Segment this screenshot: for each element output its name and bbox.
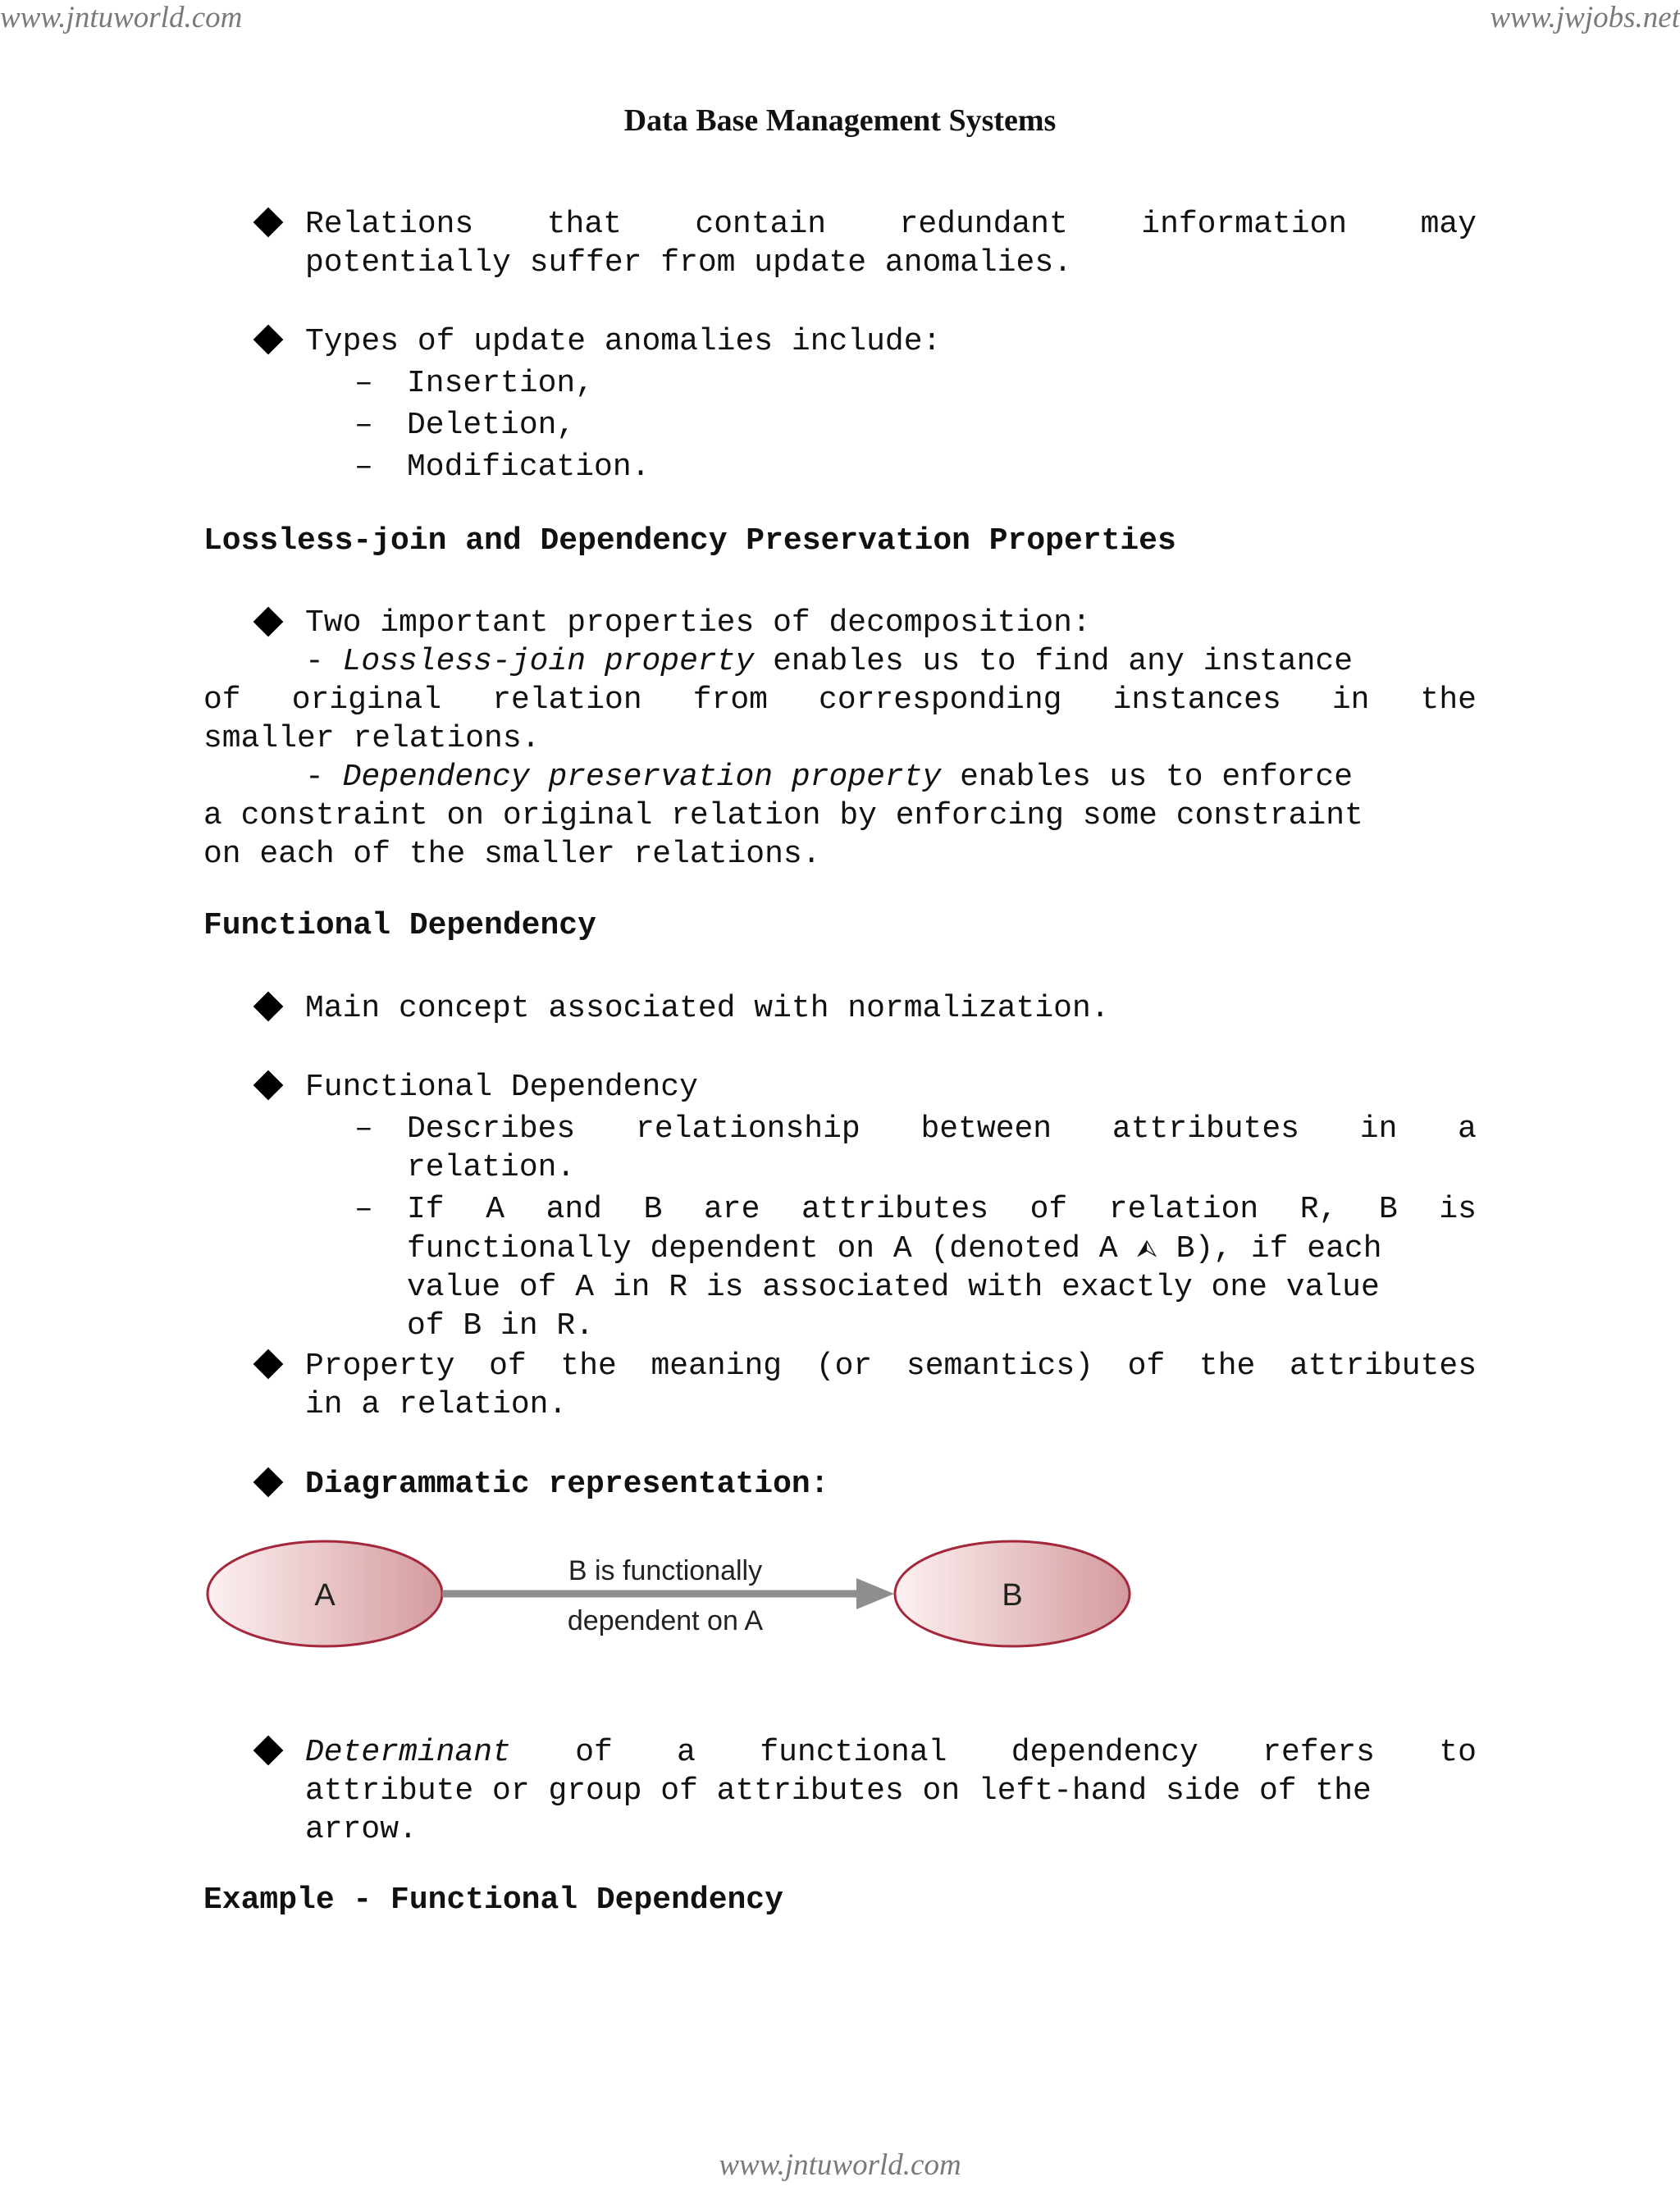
section-heading-lossless: Lossless-join and Dependency Preservation Properties: [203, 523, 1176, 559]
paragraph-redundancy-line2: potentially suffer from update anomalies.: [305, 245, 1072, 281]
node-a-label: A: [314, 1578, 336, 1613]
dash-icon: –: [354, 366, 373, 401]
anomaly-item-deletion: Deletion,: [407, 408, 576, 443]
main-concept-text: Main concept associated with normalization.: [305, 991, 1110, 1026]
arrow-label-bottom: dependent on A: [567, 1605, 764, 1636]
anomaly-item-modification: Modification.: [407, 450, 651, 485]
dash-icon: –: [354, 1192, 373, 1227]
bullet-diamond-icon: [253, 1736, 284, 1766]
dash-icon: –: [354, 1111, 373, 1147]
anomaly-item-insertion: Insertion,: [407, 366, 595, 401]
bullet-diamond-icon: [253, 1467, 284, 1498]
node-b-label: B: [1002, 1578, 1023, 1613]
bullet-diamond-icon: [253, 1070, 284, 1101]
definition-line2: functionally dependent on A (denoted A ⮙ B), if each: [407, 1231, 1382, 1266]
lossless-line1: - Lossless-join property enables us to find any instance: [305, 644, 1354, 679]
bullet-diamond-icon: [253, 992, 284, 1022]
dependency-preservation-line3: on each of the smaller relations.: [203, 837, 821, 872]
footer-url: www.jntuworld.com: [719, 2148, 961, 2182]
document-title: Data Base Management Systems: [623, 103, 1057, 138]
decomposition-lead: Two important properties of decomposition:: [305, 605, 1091, 641]
bullet-diamond-icon: [253, 325, 284, 355]
anomaly-types-lead: Types of update anomalies include:: [305, 324, 942, 359]
header-right-url: www.jwjobs.net: [1490, 1, 1680, 34]
bullet-diamond-icon: [253, 1349, 284, 1380]
section-heading-functional-dependency: Functional Dependency: [203, 908, 596, 943]
paragraph-redundancy-line1: Relations that contain redundant information may: [305, 207, 1477, 242]
header-left-url: www.jntuworld.com: [0, 1, 243, 34]
arrow-label-top: B is functionally: [568, 1555, 763, 1586]
definition-line1: If A and B are attributes of relation R, B is: [407, 1192, 1477, 1227]
bullet-diamond-icon: [253, 607, 284, 637]
property-line2: in a relation.: [305, 1387, 568, 1422]
bullet-diamond-icon: [253, 208, 284, 238]
dependency-preservation-line2: a constraint on original relation by enforcing some constraint: [203, 798, 1363, 833]
definition-line4: of B in R.: [407, 1308, 595, 1344]
lossless-line2: of original relation from corresponding instances in the: [203, 682, 1477, 718]
describes-line2: relation.: [407, 1150, 576, 1185]
section-heading-example: Example - Functional Dependency: [203, 1883, 783, 1918]
diagram-heading: Diagrammatic representation:: [305, 1467, 829, 1502]
determinant-line1: Determinant of a functional dependency refers to: [305, 1735, 1477, 1770]
functional-dependency-diagram: [197, 1526, 1148, 1657]
property-line1: Property of the meaning (or semantics) of the attributes: [305, 1349, 1477, 1384]
dependency-arrow-icon: ⮙: [1136, 1234, 1157, 1263]
dependency-preservation-line1: - Dependency preservation property enables us to enforce: [305, 760, 1354, 795]
determinant-line3: arrow.: [305, 1812, 418, 1847]
definition-line3: value of A in R is associated with exactly one value: [407, 1270, 1380, 1305]
lossless-line3: smaller relations.: [203, 721, 541, 756]
dash-icon: –: [354, 408, 373, 443]
functional-dependency-lead: Functional Dependency: [305, 1070, 698, 1105]
arrow-head-icon: [856, 1578, 894, 1609]
determinant-line2: attribute or group of attributes on left-hand side of the: [305, 1773, 1372, 1809]
dash-icon: –: [354, 450, 373, 485]
describes-line1: Describes relationship between attributes in a: [407, 1111, 1477, 1147]
